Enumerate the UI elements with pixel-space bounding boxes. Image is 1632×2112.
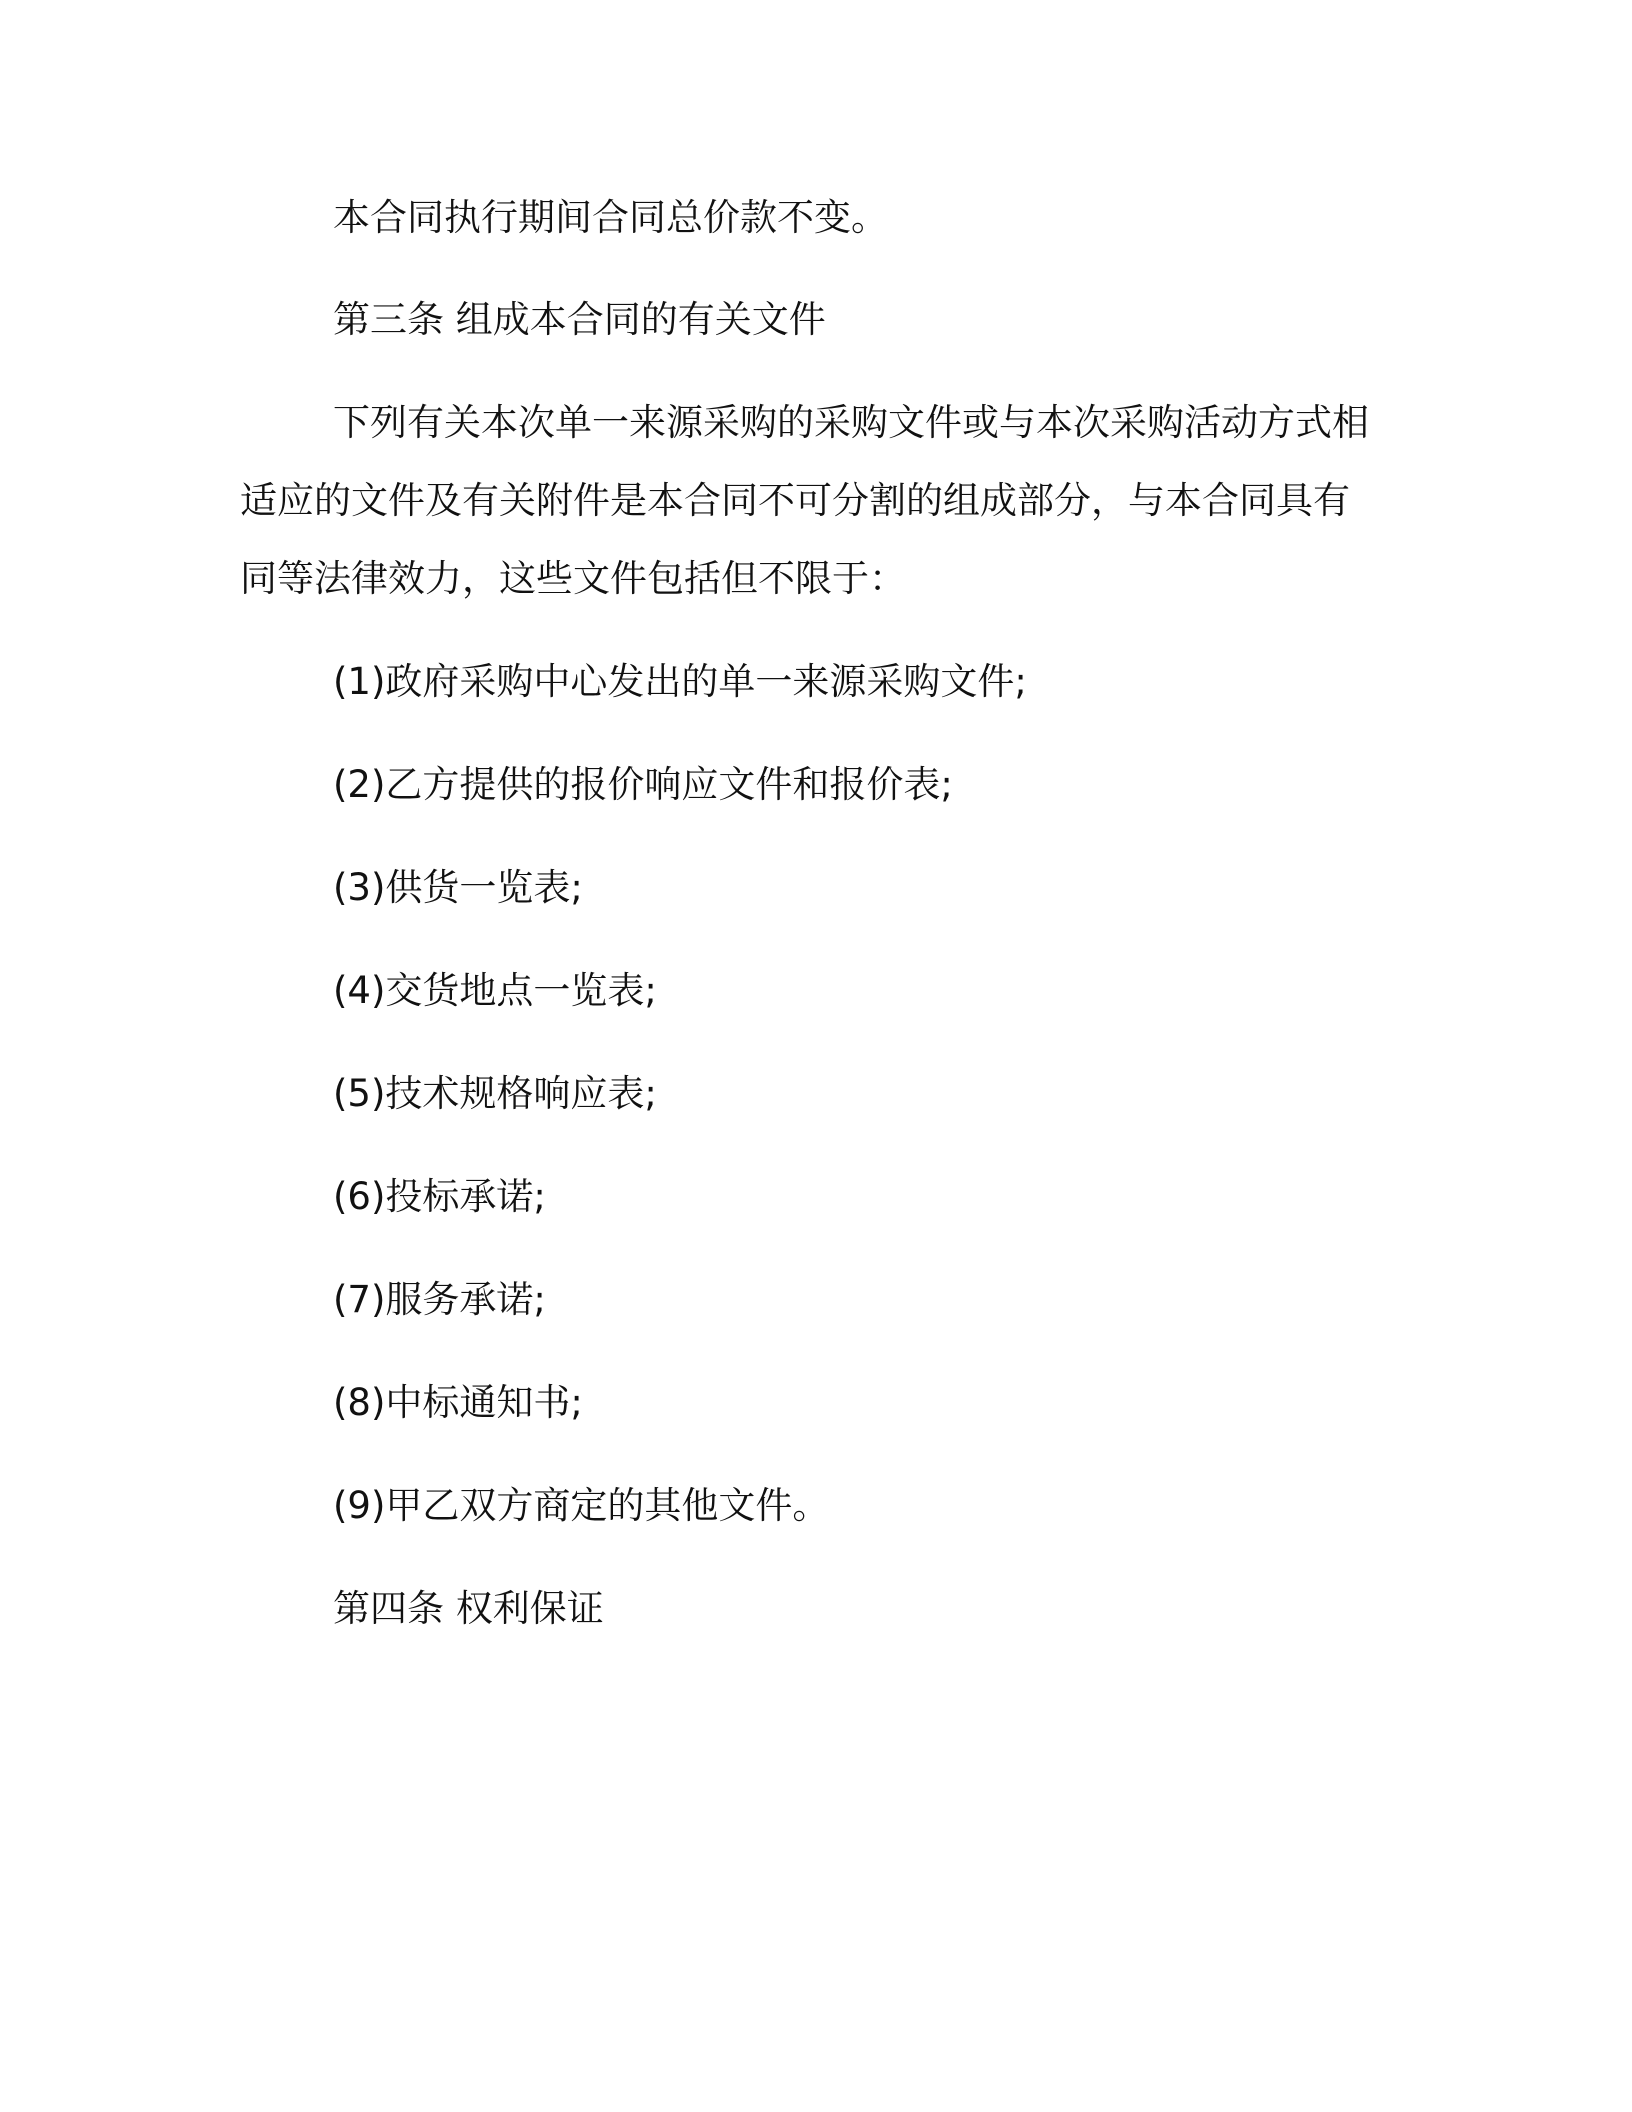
paragraph-documents-line-2: 适应的文件及有关附件是本合同不可分割的组成部分，与本合同具有 bbox=[240, 479, 1350, 522]
paragraph-documents-line-3: 同等法律效力，这些文件包括但不限于： bbox=[240, 557, 906, 600]
list-item-9: (9)甲乙双方商定的其他文件。 bbox=[333, 1484, 830, 1527]
list-item-7: (7)服务承诺; bbox=[333, 1278, 546, 1321]
list-item-8: (8)中标通知书; bbox=[333, 1381, 583, 1424]
list-item-1: (1)政府采购中心发出的单一来源采购文件; bbox=[333, 660, 1027, 703]
list-item-3: (3)供货一览表; bbox=[333, 866, 583, 909]
list-item-5: (5)技术规格响应表; bbox=[333, 1072, 657, 1115]
paragraph-total-price: 本合同执行期间合同总价款不变。 bbox=[333, 196, 888, 239]
list-item-4: (4)交货地点一览表; bbox=[333, 969, 657, 1012]
article-three-heading: 第三条 组成本合同的有关文件 bbox=[333, 298, 826, 341]
list-item-6: (6)投标承诺; bbox=[333, 1175, 546, 1218]
article-four-heading: 第四条 权利保证 bbox=[333, 1587, 604, 1630]
paragraph-documents-line-1: 下列有关本次单一来源采购的采购文件或与本次采购活动方式相 bbox=[333, 401, 1369, 444]
list-item-2: (2)乙方提供的报价响应文件和报价表; bbox=[333, 763, 953, 806]
